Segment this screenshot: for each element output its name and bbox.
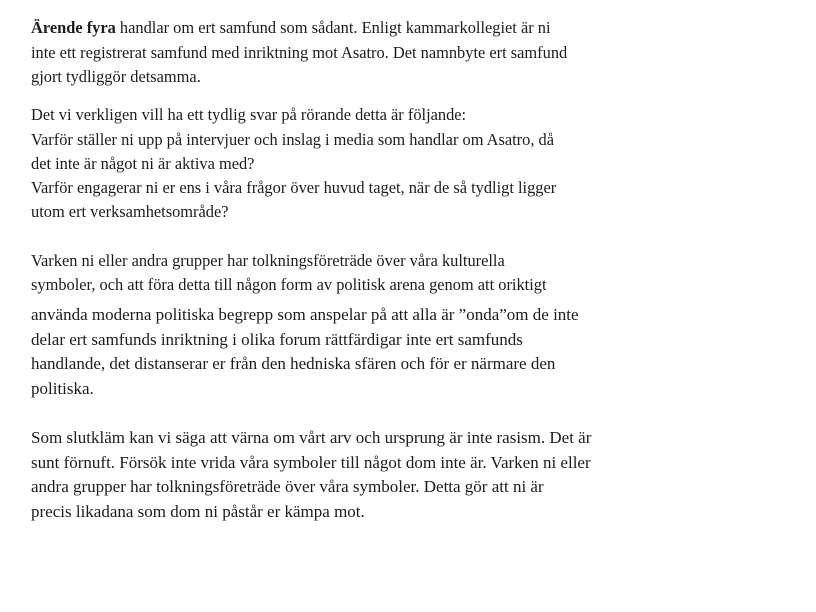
paragraph-2-line-2: Varför ställer ni upp på intervjuer och inslag i media som handlar om Asatro, då — [31, 130, 554, 149]
paragraph-4-line-2: sunt förnuft. Försök inte vrida våra symboler till något dom inte är. Varken ni eller — [31, 453, 591, 472]
paragraph-3-line-2: symboler, och att föra detta till någon form av politisk arena genom att oriktigt — [31, 275, 547, 294]
paragraph-4-line-3: andra grupper har tolkningsföreträde över våra symboler. Detta gör att ni är — [31, 477, 544, 496]
paragraph-1-line-1 — [31, 18, 551, 38]
paragraph-2-line-1: Det vi verkligen vill ha ett tydlig svar på rörande detta är följande: — [31, 105, 467, 124]
paragraph-1-lead: Ärende fyra — [31, 18, 116, 37]
paragraph-2-line-5: utom ert verksamhetsområde? — [31, 202, 229, 221]
paragraph-3-line-3: använda moderna politiska begrepp som anspelar på att alla är ”onda”om de inte — [31, 305, 579, 324]
paragraph-3-line-1: Varken ni eller andra grupper har tolkningsföreträde över våra kulturella — [31, 251, 505, 270]
paragraph-1-line-2: inte ett registrerat samfund med inriktning mot Asatro. Det namnbyte ert samfund — [31, 43, 568, 62]
paragraph-4-line-1: Som slutkläm kan vi säga att värna om vårt arv och ursprung är inte rasism. Det är — [31, 428, 592, 447]
paragraph-4-line-4: precis likadana som dom ni påstår er kämpa mot. — [31, 502, 365, 521]
paragraph-2-line-3: det inte är något ni är aktiva med? — [31, 154, 255, 173]
paragraph-1-line-1-text: handlar om ert samfund som sådant. Enligt kammarkollegiet är ni — [115, 18, 551, 37]
paragraph-1-line-3: gjort tydliggör detsamma. — [31, 67, 201, 86]
paragraph-3-line-5: handlande, det distanserar er från den hedniska sfären och för er närmare den — [31, 354, 556, 373]
paragraph-2-line-4: Varför engagerar ni er ens i våra frågor över huvud taget, när de så tydligt ligger — [31, 178, 557, 197]
paragraph-3-line-4: delar ert samfunds inriktning i olika forum rättfärdigar inte ert samfunds — [31, 330, 523, 349]
paragraph-3-line-6: politiska. — [31, 379, 94, 398]
